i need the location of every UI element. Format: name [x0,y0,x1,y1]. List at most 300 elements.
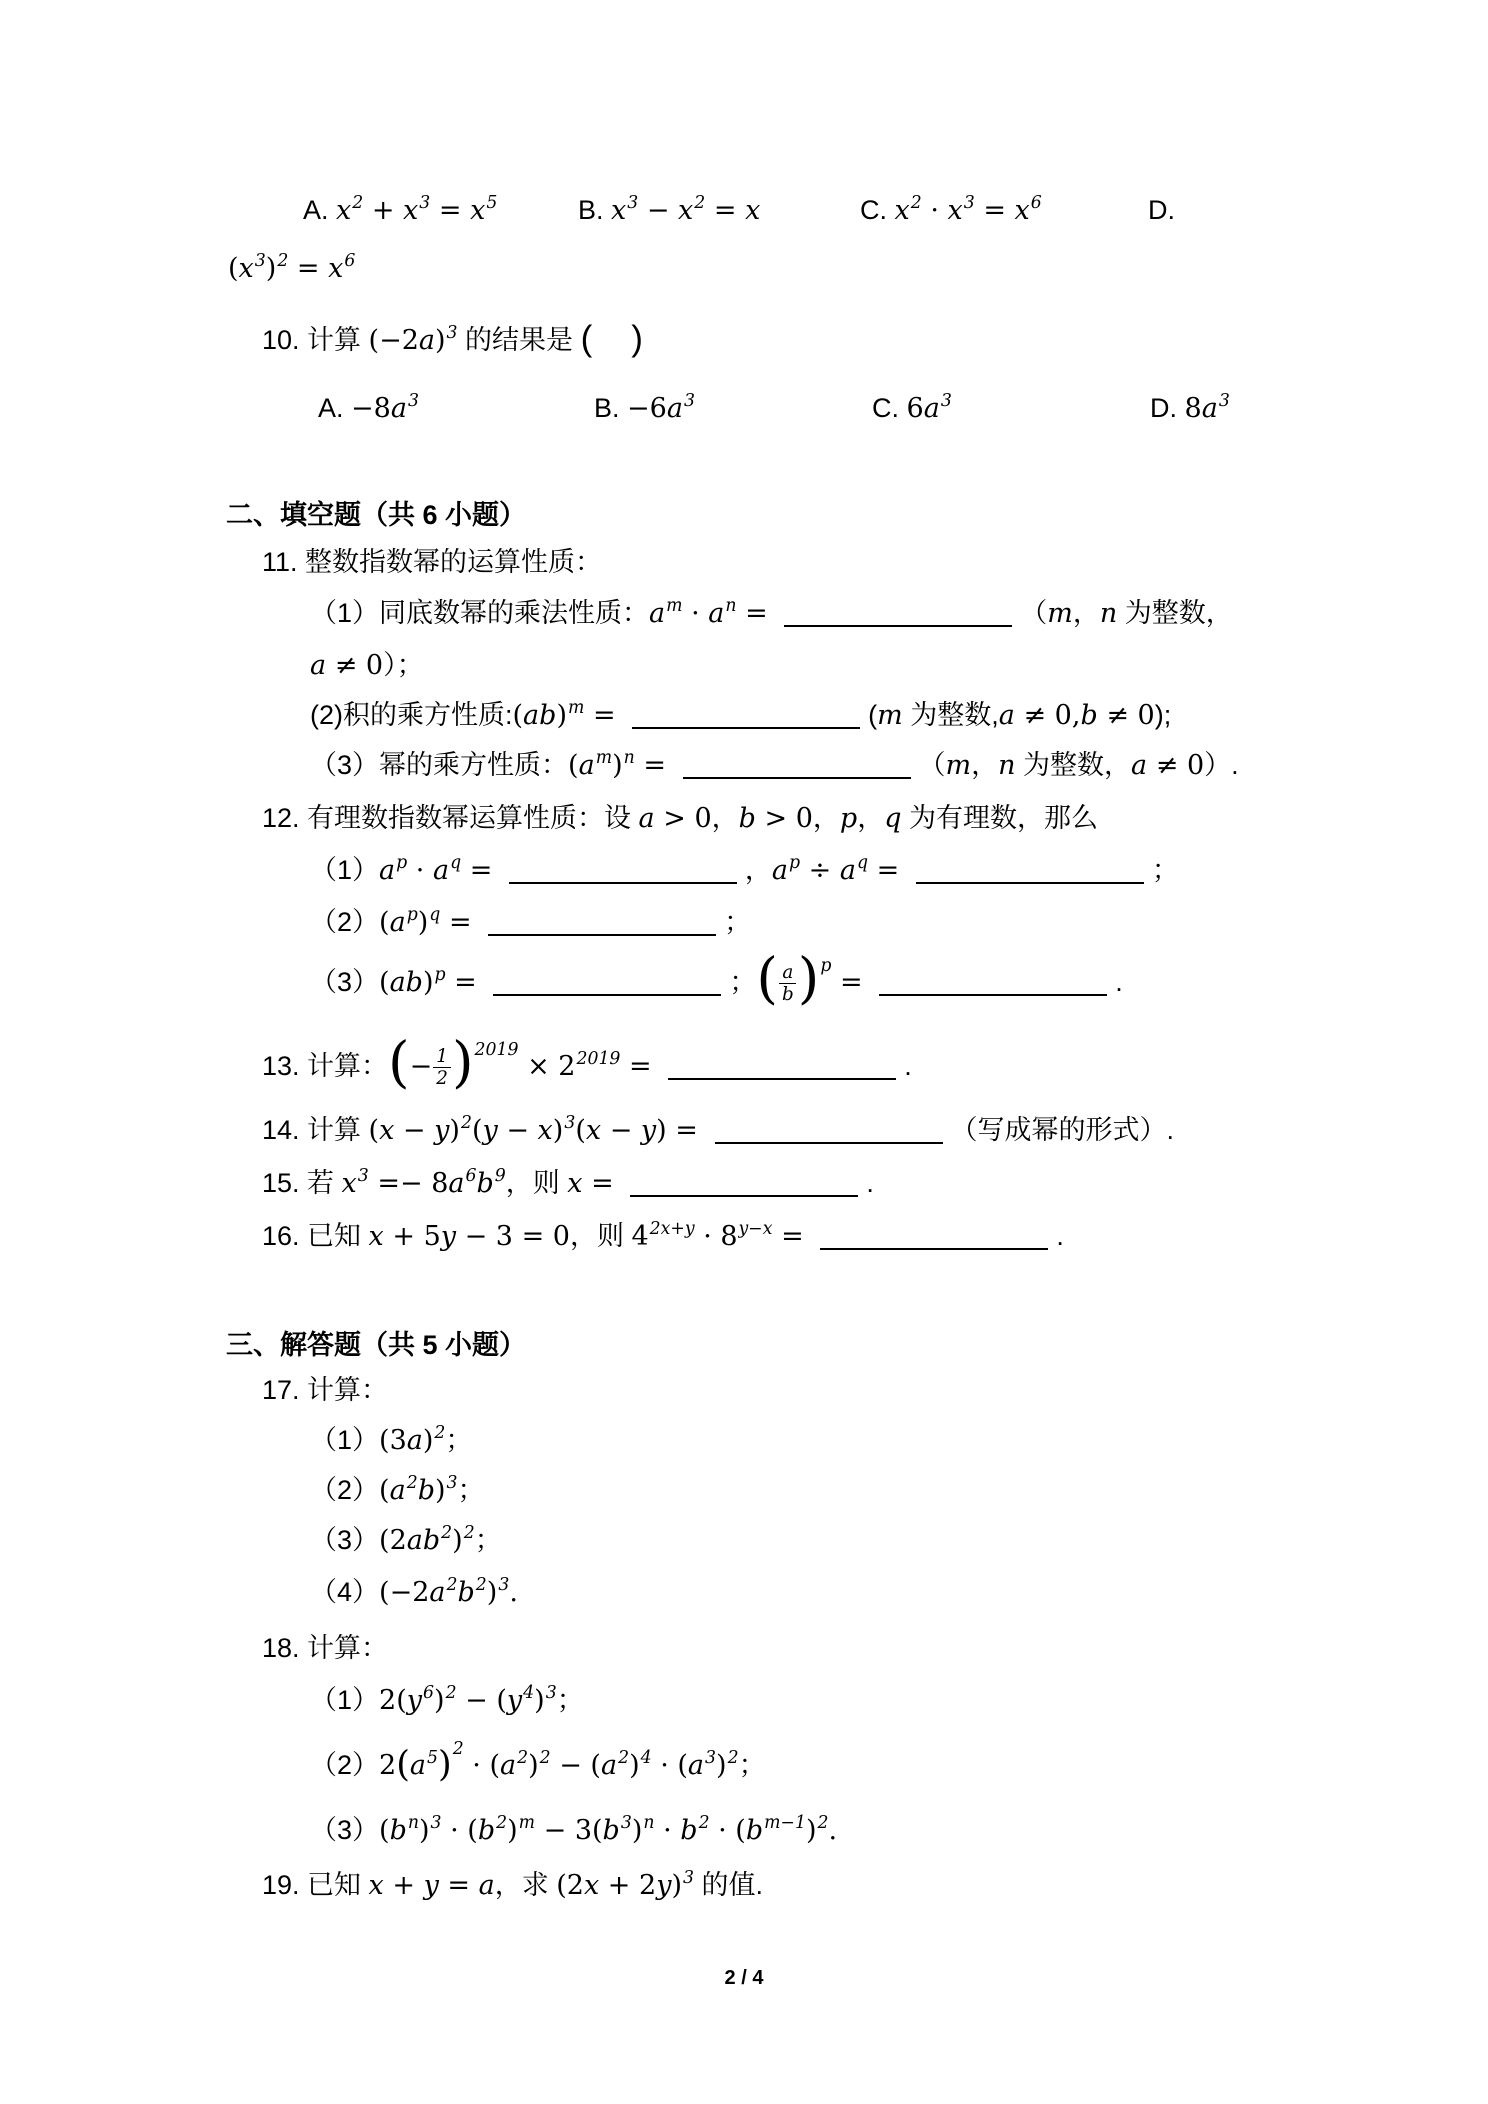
question-10-option-a [318,388,419,429]
question-11-stem [262,542,602,582]
math-operator: ) [417,907,429,938]
question-13 [262,1030,912,1095]
math-variable: a [310,650,327,681]
math-operator: ( [368,1115,380,1146]
superscript: 6 [465,1166,477,1187]
fraction-denominator: b [781,984,794,1006]
text: ( [868,700,878,730]
math-variable: b [457,1577,475,1608]
fraction-denominator: 2 [436,1068,448,1090]
answer-paren: ( ) [580,319,643,359]
math-variable: m [1047,598,1073,629]
question-18-part-2 [310,1739,766,1786]
superscript: 2 [698,1813,710,1834]
text: ； [1151,855,1179,885]
math-operator: ) [631,1815,643,1846]
superscript: 2 [539,1748,551,1769]
text: （1） [310,855,380,885]
math-operator: ) [528,1750,539,1781]
math-operator: ≠ 0, [1014,700,1081,731]
math-variable: a [638,803,655,834]
math-variable: x [745,195,761,226]
math-variable: y [640,1115,657,1146]
math-variable: b [476,1168,494,1199]
math-variable: y [656,1870,672,1901]
math-operator: 2( [379,1685,407,1716]
answer-blank [820,1247,1048,1250]
math-operator: ( [471,1115,483,1146]
math-variable: a [771,855,789,886]
math-variable: a [390,393,407,424]
math-operator: ) [419,1815,430,1846]
superscript: 3 [357,1166,369,1187]
math-variable: x [894,195,910,226]
math-operator: ( [379,967,390,998]
superscript: q [857,853,869,874]
math-operator: · 8 [694,1221,738,1252]
math-operator: − 3( [535,1815,603,1846]
superscript: 2 [463,1523,475,1544]
math-operator: = [868,855,908,886]
text: （1）同底数幂的乘法性质： [310,598,650,628]
math-operator: − [638,195,679,226]
math-variable: b [680,1815,698,1846]
math-operator: = [430,195,471,226]
fraction-numerator: a [779,962,796,984]
math-operator: = [440,907,481,938]
text: （2） [310,907,380,937]
question-9-option-c [860,190,1042,231]
fraction [779,962,797,1005]
question-12-part-1 [310,850,1179,891]
math-variable: a [1201,393,1218,424]
text: A. [303,195,337,225]
superscript: 2 [727,1748,739,1769]
superscript: m [567,698,585,719]
math-variable: a [998,700,1015,731]
math-operator: = [584,700,625,731]
superscript: 2019 [576,1049,621,1070]
large-paren: ) [451,1030,474,1095]
text: ）. [1204,750,1239,780]
superscript: 2 [406,1473,418,1494]
question-9-option-d [1148,190,1175,230]
math-variable: a [666,393,683,424]
math-operator: ) [486,1577,498,1608]
text: （3） [310,967,380,997]
math-variable: b [745,1815,764,1846]
math-variable: a [600,1750,618,1781]
math-operator: ( [575,1115,586,1146]
question-9-option-a [303,190,497,231]
math-operator: · ( [651,1750,688,1781]
math-operator: + 2 [599,1870,657,1901]
question-9-option-d-expression [228,248,355,289]
text: 的值. [694,1870,764,1900]
math-variable: y [406,1685,423,1716]
text: ； [729,967,757,997]
math-variable: x [368,1221,384,1252]
math-variable: a [389,1475,406,1506]
answer-blank [784,624,1012,627]
math-variable: a [687,1750,705,1781]
text: 18. 计算： [262,1633,389,1663]
math-variable: a [649,598,666,629]
text: B. [578,195,612,225]
question-18-part-1 [310,1680,584,1721]
superscript: 2 [446,1575,458,1596]
text: 为整数， [1117,598,1233,628]
math-operator: · [921,195,948,226]
math-operator: (3 [379,1425,407,1456]
text: （1） [310,1685,380,1715]
superscript: p [406,905,418,926]
math-operator: ) [805,1815,817,1846]
text: ； [724,907,752,937]
superscript: 3 [498,1575,510,1596]
math-operator: 2 [379,1750,397,1781]
superscript: n [643,1813,655,1834]
math-operator: ( [568,750,579,781]
superscript: 5 [427,1748,439,1769]
math-operator: ) [671,1870,682,1901]
superscript: 3 [446,323,458,344]
math-operator: · [654,1815,681,1846]
math-operator: ( [512,700,524,731]
math-operator: ) [452,1525,463,1556]
math-variable: a [379,855,396,886]
math-variable: a [478,1870,495,1901]
superscript: 6 [423,1683,435,1704]
math-variable: x [238,253,254,284]
text: （3） [310,1525,380,1555]
question-17-part-4 [310,1572,518,1613]
math-operator: − [497,1115,538,1146]
math-variable: x [336,195,352,226]
math-operator: 6 [906,393,924,424]
page-number: 2 / 4 [724,1967,764,1989]
text: ， [812,803,840,833]
math-variable: ab [406,1525,441,1556]
superscript: 4 [523,1683,535,1704]
math-operator: ) [507,1815,518,1846]
superscript: 3 [407,391,419,412]
section-title: 二、填空题（共 6 小题） [226,500,527,530]
math-operator: · [407,855,433,886]
math-variable: y [506,1685,523,1716]
math-variable: p [839,803,858,834]
question-16 [262,1216,1064,1257]
math-operator: > 0 [755,803,813,834]
math-variable: a [839,855,856,886]
superscript: 2 [434,1423,446,1444]
text: C. [860,195,895,225]
math-variable: y [423,1870,439,1901]
math-operator: (−2 [379,1577,430,1608]
text: . [1056,1221,1064,1251]
section-heading-solve [226,1325,526,1365]
text: 的结果是 [457,325,581,355]
text: （2） [310,1750,380,1780]
superscript: 3 [963,193,975,214]
text: ， [711,803,739,833]
math-operator: . [828,1815,838,1846]
math-operator: ≠ 0 [326,650,384,681]
math-operator: ≠ 0 [1097,700,1155,731]
math-operator: (2 [379,1525,407,1556]
math-operator: = [772,1221,813,1252]
text: ); [1154,700,1172,730]
text: D. [1150,393,1185,423]
math-variable: n [1099,598,1118,629]
math-variable: a [578,750,595,781]
math-variable: x [585,1115,602,1146]
math-variable: y [482,1115,498,1146]
superscript: p [820,956,832,977]
superscript: n [725,596,737,617]
math-variable: x [470,195,486,226]
math-operator: = [582,1168,623,1199]
text: （写成幂的形式）. [950,1115,1175,1145]
math-operator: · ( [441,1815,478,1846]
superscript: 2 [441,1523,453,1544]
text: 10. 计算 [262,325,369,355]
text: B. [594,393,628,423]
math-operator: ) [434,1685,445,1716]
math-operator: + [363,195,404,226]
question-18-part-3 [310,1810,837,1851]
math-variable: x [379,1115,395,1146]
text: （ [918,750,946,780]
superscript: 3 [627,193,639,214]
math-operator: = [705,195,746,226]
superscript: q [429,905,441,926]
math-variable: m [945,750,972,781]
math-operator: > 0 [654,803,712,834]
superscript: 3 [430,1813,442,1834]
answer-blank [715,1141,943,1144]
question-17-part-2 [310,1470,485,1511]
math-variable: x [947,195,963,226]
question-11-part-2 [310,695,1171,736]
math-operator: ) [629,1750,640,1781]
big-paren: ( [396,1743,410,1785]
math-operator: · ( [709,1815,746,1846]
math-operator: ÷ [800,855,840,886]
text: ； [474,1525,502,1555]
answer-blank [916,881,1144,884]
text: 16. 已知 [262,1221,369,1251]
text: （1） [310,1425,380,1455]
math-variable: a [429,1577,446,1608]
math-variable: a [406,1425,423,1456]
math-variable: x [583,1870,600,1901]
superscript: 2 [277,251,289,272]
question-12-part-2 [310,902,751,943]
math-variable: x [368,1870,384,1901]
question-11-part-1-continued [310,645,424,686]
superscript: 2 [910,193,922,214]
math-operator: ) [552,1115,564,1146]
superscript: 3 [1218,391,1230,412]
math-variable: n [998,750,1016,781]
question-14 [262,1110,1174,1151]
text: A. [318,393,352,423]
question-9-option-b [578,190,760,231]
superscript: m−1 [764,1813,806,1834]
large-paren: ( [388,1030,410,1095]
math-variable: x [1014,195,1030,226]
math-variable: ab [523,700,557,731]
fraction-numerator: 1 [433,1046,451,1068]
math-variable: b [389,1815,407,1846]
math-variable: a [389,907,406,938]
math-operator: · [682,598,709,629]
math-operator: = [461,855,501,886]
text: 15. 若 [262,1168,342,1198]
superscript: 2x+y [649,1219,695,1240]
text: 12. 有理数指数幂运算性质：设 [262,803,639,833]
math-variable: b [1080,700,1098,731]
math-operator: + [383,1870,424,1901]
math-variable: b [602,1815,620,1846]
superscript: 3 [705,1748,717,1769]
superscript: 6 [344,251,356,272]
question-12-part-3 [310,946,1123,1011]
text: 14. 计算 [262,1115,369,1145]
question-17-stem [262,1370,388,1410]
math-variable: a [418,325,435,356]
section-title: 三、解答题（共 5 小题） [226,1330,527,1360]
math-operator: · ( [463,1750,500,1781]
math-operator: = [445,967,486,998]
superscript: 3 [419,193,431,214]
superscript: 2 [460,1113,472,1134]
math-operator: − [409,1051,433,1082]
superscript: 2 [452,1739,464,1760]
math-variable: b [477,1815,496,1846]
math-operator: ) [534,1685,545,1716]
text: 11. 整数指数幂的运算性质： [262,547,603,577]
text: . [904,1051,912,1081]
math-operator: = [288,253,329,284]
math-operator: (2 [556,1870,584,1901]
answer-blank [683,776,911,779]
text: ， [857,803,885,833]
question-19 [262,1865,763,1906]
text: 13. 计算： [262,1051,389,1081]
answer-blank [632,726,860,729]
math-operator: ≠ 0 [1147,750,1205,781]
text: C. [872,393,907,423]
superscript: 3 [564,1113,576,1134]
math-variable: q [884,803,902,834]
math-operator: ) = [656,1115,707,1146]
superscript: 2 [817,1813,829,1834]
math-variable: a [409,1750,427,1781]
text: （3） [310,1815,380,1845]
text: ，则 [505,1168,568,1198]
text: ， [1072,598,1100,628]
math-operator: = [831,967,872,998]
math-variable: x [328,253,344,284]
text: ； [556,1685,584,1715]
math-operator: ) [434,1475,446,1506]
math-operator: = [620,1051,661,1082]
math-variable: ab [389,967,423,998]
text: ； [738,1750,766,1780]
math-variable: x [567,1168,583,1199]
text: (2)积的乘方性质: [310,700,513,730]
math-operator: − ( [456,1685,507,1716]
math-variable: a [448,1168,465,1199]
superscript: y−x [738,1219,773,1240]
math-operator: = [736,598,777,629]
math-operator: ( [379,1475,390,1506]
superscript: 2 [445,1683,457,1704]
math-variable: m [877,700,903,731]
large-paren: ) [797,946,820,1011]
math-operator: − 3 = 0 [456,1221,570,1252]
text: ，则 [569,1221,632,1251]
math-variable: a [923,393,940,424]
fraction [433,1046,451,1089]
text: ， [971,750,999,780]
superscript: 6 [1030,193,1042,214]
question-17-part-1 [310,1420,472,1461]
text: （3）幂的乘方性质： [310,750,569,780]
question-10-option-c [872,388,952,429]
math-variable: b [738,803,756,834]
question-10-option-b [594,388,695,429]
math-operator: ) [265,253,277,284]
superscript: m [666,596,683,617]
math-operator: . [509,1577,518,1608]
math-operator: ( [379,1815,390,1846]
text: ，求 [494,1870,557,1900]
math-operator: −6 [627,393,667,424]
math-operator: = [634,750,675,781]
superscript: 3 [683,1868,694,1889]
answer-blank [879,993,1107,996]
question-18-stem [262,1628,388,1668]
math-operator: 4 [631,1221,649,1252]
superscript: 2 [475,1575,487,1596]
superscript: 2 [352,193,364,214]
math-operator: ) [612,750,623,781]
text: （4） [310,1577,380,1607]
superscript: m [595,748,613,769]
superscript: p [434,965,446,986]
text: 为有理数，那么 [901,803,1098,833]
math-operator: ) [422,967,434,998]
text: ； [445,1425,473,1455]
math-operator: ) [449,1115,460,1146]
question-15 [262,1163,874,1204]
text: 17. 计算： [262,1375,389,1405]
big-paren: ) [438,1743,452,1785]
superscript: 5 [486,193,498,214]
math-operator: ) [435,325,446,356]
superscript: 2 [496,1813,508,1834]
superscript: 3 [620,1813,632,1834]
question-17-part-3 [310,1520,502,1561]
section-heading-fill-in [226,495,526,535]
superscript: n [623,748,635,769]
math-operator: (−2 [368,325,419,356]
math-operator: × 2 [518,1051,576,1082]
answer-blank [488,933,716,936]
